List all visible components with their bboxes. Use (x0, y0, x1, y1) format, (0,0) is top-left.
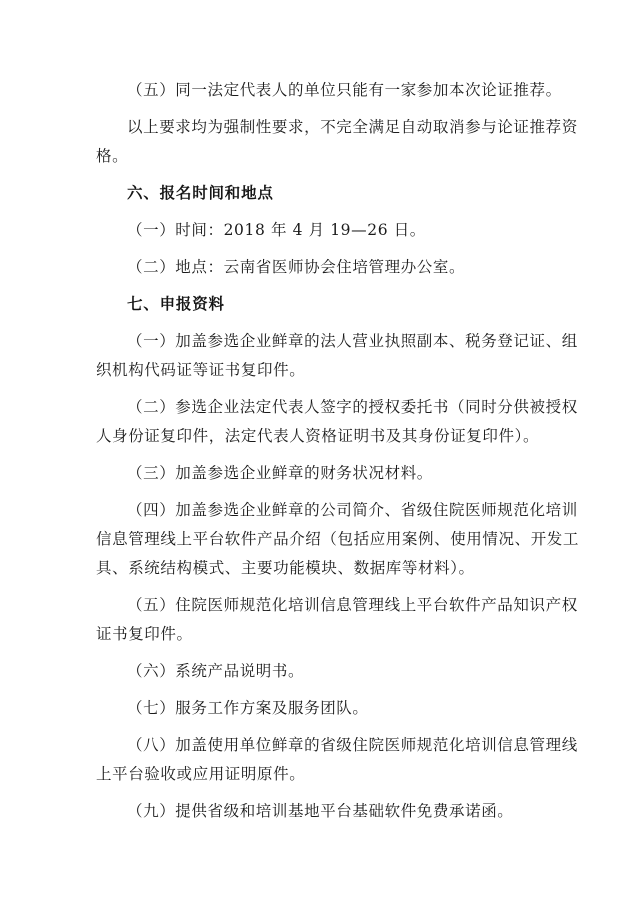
material-item-6: （六）系统产品说明书。 (127, 662, 305, 680)
material-item-4-line-1: （四）加盖参选企业鲜章的公司简介、省级住院医师规范化培训 (127, 501, 578, 519)
material-item-7: （七）服务工作方案及服务团队。 (127, 699, 369, 717)
material-item-1-line-1: （一）加盖参选企业鲜章的法人营业执照副本、税务登记证、组 (127, 332, 578, 350)
mandatory-note-line-1: 以上要求均为强制性要求，不完全满足自动取消参与论证推荐资 (127, 118, 578, 136)
material-item-2-line-2: 人身份证复印件，法定代表人资格证明书及其身份证复印件）。 (96, 427, 540, 445)
material-item-9: （九）提供省级和培训基地平台基础软件免费承诺函。 (127, 802, 514, 820)
material-item-2-line-1: （二）参选企业法定代表人签字的授权委托书（同时分供被授权 (127, 398, 578, 416)
section-heading-registration: 六、报名时间和地点 (127, 184, 274, 202)
material-item-5-line-2: 证书复印件。 (96, 625, 193, 643)
material-item-4-line-2: 信息管理线上平台软件产品介绍（包括应用案例、使用情况、开发工 (96, 530, 580, 548)
requirement-item-5: （五）同一法定代表人的单位只能有一家参加本次论证推荐。 (127, 81, 562, 99)
registration-location: （二）地点：云南省医师协会住培管理办公室。 (127, 258, 466, 276)
material-item-5-line-1: （五）住院医师规范化培训信息管理线上平台软件产品知识产权 (127, 596, 578, 614)
material-item-3: （三）加盖参选企业鲜章的财务状况材料。 (127, 464, 433, 482)
material-item-4-line-3: 具、系统结构模式、主要功能模块、数据库等材料）。 (96, 559, 475, 577)
registration-time: （一）时间：2018 年 4 月 19—26 日。 (127, 221, 426, 239)
document-body (96, 76, 580, 826)
mandatory-note-line-2: 格。 (96, 147, 129, 165)
material-item-8-line-2: 上平台验收或应用证明原件。 (96, 765, 306, 783)
material-item-1-line-2: 织机构代码证等证书复印件。 (96, 361, 306, 379)
section-heading-materials: 七、申报资料 (127, 295, 225, 313)
material-item-8-line-1: （八）加盖使用单位鲜章的省级住院医师规范化培训信息管理线 (127, 736, 578, 754)
